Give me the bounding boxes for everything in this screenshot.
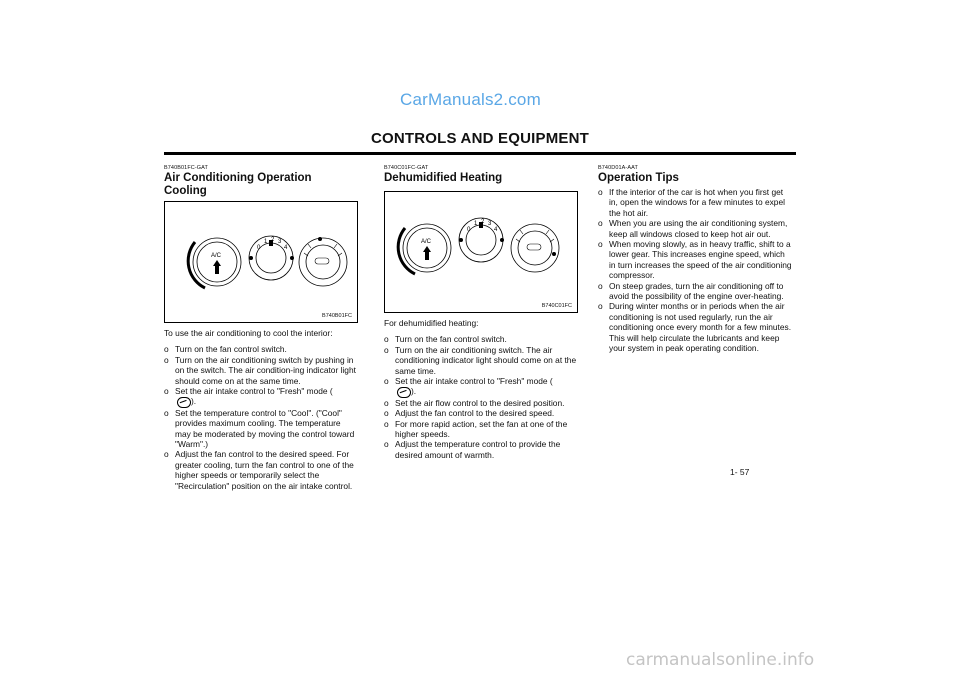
section-code: B740D01A-AAT (598, 165, 638, 171)
list-item: o Adjust the temperature control to provide the desired amount of warmth. (384, 439, 561, 460)
climate-control-figure (164, 201, 358, 323)
tips-list (598, 187, 792, 354)
fan-label-2: 2 (481, 219, 485, 225)
section-subtitle: Cooling (164, 185, 207, 197)
instruction-list (164, 344, 358, 491)
list-item: o Turn on the fan control switch. (164, 344, 287, 355)
list-item: o If the interior of the car is hot when you first get in, open the windows for a few minutes to expel the hot air. (598, 187, 785, 218)
section-code: B740B01FC-GAT (164, 165, 208, 171)
fan-label-1: 1 (474, 221, 478, 227)
list-item: o During winter months or in periods when the air conditioning is not used regularly, run the air conditioning once every month for a few minutes. This will help circulate the lubricants and keep your system in peak operating condition. (598, 301, 792, 354)
list-item: o For more rapid action, set the fan at one of the higher speeds. (384, 418, 568, 439)
fan-label-2: 2 (271, 237, 275, 243)
column-cooling (164, 165, 358, 491)
list-item: o Turn on the air conditioning switch. The air conditioning indicator light should come on at the same time. (384, 344, 577, 376)
list-item: o Set the air intake control to "Fresh" mode ( ). (384, 376, 553, 397)
section-title: Operation Tips (598, 172, 679, 184)
list-item: o Set the air intake control to "Fresh" mode ( ). (164, 386, 333, 407)
climate-control-figure (384, 191, 578, 313)
section-code: B740C01FC-GAT (384, 165, 429, 171)
list-item: o Turn on the fan control switch. (384, 334, 507, 345)
list-item: o Set the temperature control to "Cool". ("Cool" provides maximum cooling. The temperature may be moderated by moving the control toward "Warm".) (164, 407, 355, 449)
fan-label-1: 1 (264, 239, 268, 245)
list-item: o Turn on the air conditioning switch by pushing in on the switch. The air condition-ing indicator light should come on at the same time. (164, 354, 356, 386)
section-title: Dehumidified Heating (384, 172, 503, 184)
fan-label-4: 4 (284, 245, 288, 251)
ac-label: A/C (421, 239, 432, 245)
page-header-title: CONTROLS AND EQUIPMENT (370, 130, 589, 147)
figure-code: B740B01FC (322, 313, 352, 319)
watermark-top: CarManuals2.com (400, 90, 541, 109)
list-item: o On steep grades, turn the air conditioning off to avoid the possibility of the engine over-heating. (598, 280, 784, 302)
climate-control-illustration (385, 192, 579, 314)
fan-label-3: 3 (488, 221, 492, 227)
column-operation-tips (598, 165, 792, 354)
fan-label-4: 4 (494, 227, 498, 233)
watermark-bottom: carmanualsonline.info (626, 650, 815, 670)
page-number: 1- 57 (730, 467, 750, 477)
fresh-air-mode-icon (177, 397, 191, 408)
climate-control-illustration (165, 202, 359, 324)
section-title: Air Conditioning Operation (164, 172, 312, 184)
column-dehumidified-heating (384, 165, 578, 460)
list-item: o When you are using the air conditioning system, keep all windows closed to keep hot air out. (598, 218, 788, 239)
list-item: o When moving slowly, as in heavy traffic, shift to a lower gear. This increases engine speed, which in turn increases the speed of the air conditioning compressor. (598, 239, 792, 281)
list-item: o Set the air flow control to the desired position. (384, 397, 565, 408)
section-intro: To use the air conditioning to cool the interior: (164, 328, 333, 338)
figure-code: B740C01FC (541, 303, 572, 309)
fresh-air-mode-icon (397, 387, 411, 398)
list-item: o Adjust the fan control to the desired speed. For greater cooling, turn the fan control to one of the higher speeds or temporarily select the "Recirculation" position on the air intake control. (164, 449, 354, 491)
ac-label: A/C (211, 253, 222, 259)
header-rule (164, 152, 796, 155)
fan-label-3: 3 (278, 239, 282, 245)
section-intro: For dehumidified heating: (384, 318, 479, 328)
fan-label-0: 0 (257, 245, 261, 251)
fan-label-0: 0 (467, 227, 471, 233)
list-item: o Adjust the fan control to the desired speed. (384, 408, 555, 419)
instruction-list (384, 334, 578, 460)
